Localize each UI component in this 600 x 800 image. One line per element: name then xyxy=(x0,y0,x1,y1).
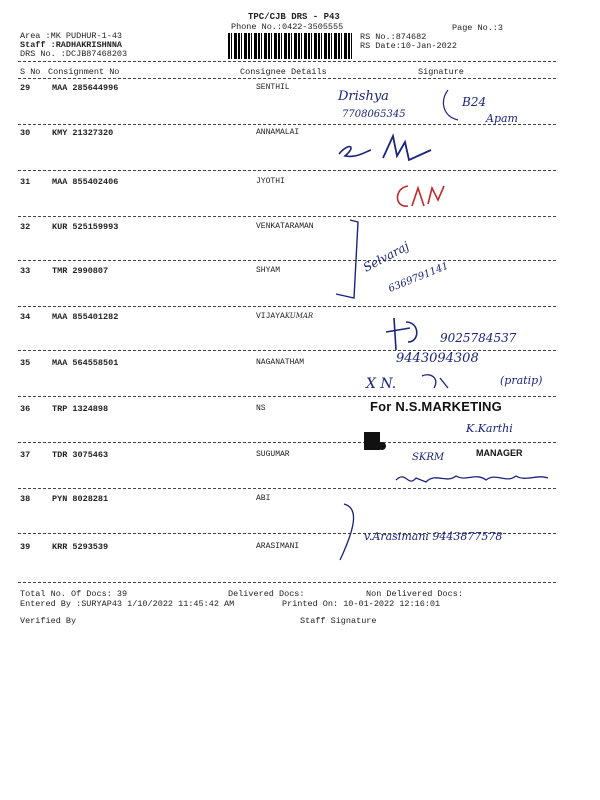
staff-signature: Staff Signature xyxy=(300,616,377,626)
row-consignment: TDR 3075463 xyxy=(52,450,109,460)
signature-phone: 9025784537 xyxy=(440,331,517,345)
row-divider xyxy=(18,582,556,583)
row-divider xyxy=(18,306,556,307)
col-consignment: Consignment No xyxy=(48,67,120,77)
signature-name: K.Karthi xyxy=(466,422,513,435)
signature-31-mark xyxy=(392,178,452,214)
signature-text: Apam xyxy=(486,112,518,125)
svg-text:X N.: X N. xyxy=(366,376,397,392)
document-title: TPC/CJB DRS - P43 xyxy=(248,12,340,22)
col-signature: Signature xyxy=(418,67,464,77)
row-consignee: NAGANATHAM xyxy=(256,358,305,367)
non-delivered-docs: Non Delivered Docs: xyxy=(366,589,463,599)
page-number: Page No.:3 xyxy=(452,23,504,33)
signature-29-handwriting xyxy=(330,86,570,126)
consignee-name: VIJAYA xyxy=(256,312,285,321)
rs-number: RS No.:874682 xyxy=(360,32,427,42)
row-consignee: SUGUMAR xyxy=(256,450,290,459)
company-stamp: For N.S.MARKETING xyxy=(370,399,502,414)
row-sno: 35 xyxy=(20,358,31,368)
stamp-manager: MANAGER xyxy=(476,448,523,458)
row-sno: 33 xyxy=(20,266,31,276)
delivered-docs: Delivered Docs: xyxy=(228,589,305,599)
row-consignment: TRP 1324898 xyxy=(52,404,109,414)
signature-name: v.Arasimani 9443877578 xyxy=(364,530,503,543)
printed-on: Printed On: 10-01-2022 12:16:01 xyxy=(282,599,441,609)
row-sno: 39 xyxy=(20,542,31,552)
row-sno: 34 xyxy=(20,312,31,322)
signature-text: SKRM xyxy=(412,452,445,463)
row-sno: 29 xyxy=(20,83,31,93)
row-sno: 38 xyxy=(20,494,31,504)
row-divider xyxy=(18,170,556,171)
row-consignment: KMY 21327320 xyxy=(52,128,114,138)
header-rule-top xyxy=(18,61,556,62)
row-consignee: SENTHIL xyxy=(256,83,290,92)
rs-date: RS Date:10-Jan-2022 xyxy=(360,41,457,51)
signature-36-37-handwriting xyxy=(356,422,556,492)
row-consignment: KUR 525159993 xyxy=(52,222,119,232)
row-consignee: ABI xyxy=(256,494,271,503)
verified-by: Verified By xyxy=(20,616,77,626)
signature-32-33-handwriting xyxy=(330,214,470,306)
header-rule-bottom xyxy=(18,78,556,79)
row-consignment: MAA 564558501 xyxy=(52,358,119,368)
drs-number: DRS No. :DCJB87468203 xyxy=(20,49,128,59)
signature-phone: 7708065345 xyxy=(342,109,406,120)
row-consignee: VENKATARAMAN xyxy=(256,222,314,231)
row-consignee: ARASIMANI xyxy=(256,542,300,551)
staff-label: Staff :RADHAKRISHNNA xyxy=(20,40,123,50)
row-consignee xyxy=(256,312,313,321)
signature-name: Drishya xyxy=(338,89,389,104)
row-sno: 37 xyxy=(20,450,31,460)
row-divider xyxy=(18,260,556,261)
area-label: Area :MK PUDHUR-1-43 xyxy=(20,31,123,41)
row-consignment: MAA 855401282 xyxy=(52,312,119,322)
row-divider xyxy=(18,216,556,217)
signature-38-39-handwriting xyxy=(330,500,570,570)
signature-30-mark xyxy=(335,128,455,172)
row-sno: 30 xyxy=(20,128,31,138)
row-consignee: JYOTHI xyxy=(256,177,285,186)
col-consignee: Consignee Details xyxy=(240,67,327,77)
handwritten-suffix: KUMAR xyxy=(284,312,314,320)
row-consignment: TMR 2990807 xyxy=(52,266,109,276)
row-consignment: KRR 5293539 xyxy=(52,542,109,552)
signature-flat: B24 xyxy=(462,95,487,109)
row-consignee: SHYAM xyxy=(256,266,281,275)
signature-phone: 6369791141 xyxy=(387,260,451,295)
signature-phone: 9443094308 xyxy=(396,351,479,366)
row-sno: 31 xyxy=(20,177,31,187)
signature-name: Selvaraj xyxy=(360,238,412,275)
row-consignment: PYN 8028281 xyxy=(52,494,109,504)
row-sno: 32 xyxy=(20,222,31,232)
signature-35-handwriting xyxy=(360,348,570,398)
barcode xyxy=(228,33,354,59)
row-consignee: ANNAMALAI xyxy=(256,128,300,137)
row-consignee: NS xyxy=(256,404,266,413)
phone-number: Phone No.:0422-3505555 xyxy=(231,22,344,32)
col-sno: S No xyxy=(20,67,41,77)
signature-text: (pratip) xyxy=(500,374,543,387)
row-consignment: MAA 285644996 xyxy=(52,83,119,93)
total-docs: Total No. Of Docs: 39 xyxy=(20,589,128,599)
row-consignment: MAA 855402406 xyxy=(52,177,119,187)
entered-by: Entered By :SURYAP43 1/10/2022 11:45:42 AM xyxy=(20,599,235,609)
row-sno: 36 xyxy=(20,404,31,414)
